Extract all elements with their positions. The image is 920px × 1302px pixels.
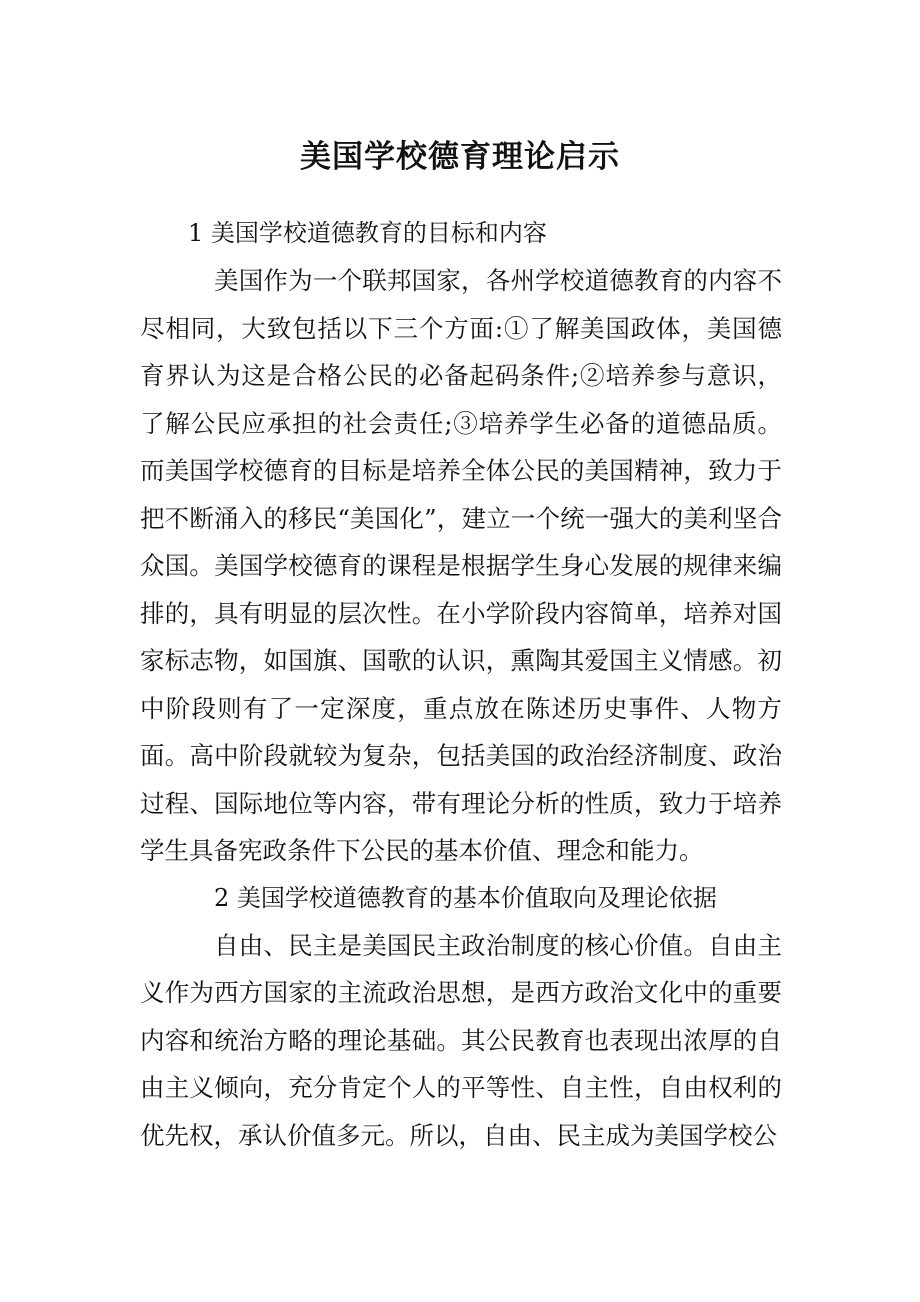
- document-body: [140, 210, 782, 1159]
- document-title: 美国学校德育理论启示: [300, 138, 620, 175]
- section-1-heading: 1 美国学校道德教育的目标和内容: [188, 219, 547, 247]
- section-2-paragraph: 自由、民主是美国民主政治制度的核心价值。自由主义作为西方国家的主流政治思想，是西方政治文化中的重要内容和统治方略的理论基础。其公民教育也表现出浓厚的自由主义倾向，充分肯定个人的平等性、自主性，自由权利的优先权，承认价值多元。所以，自由、民主成为美国学校公: [140, 930, 782, 1150]
- section-2: [140, 875, 782, 1160]
- section-1: [140, 210, 782, 875]
- section-2-heading: 2 美国学校道德教育的基本价值取向及理论依据: [214, 883, 717, 912]
- section-1-paragraph: 美国作为一个联邦国家，各州学校道德教育的内容不尽相同，大致包括以下三个方面:①了解美国政体，美国德育界认为这是合格公民的必备起码条件;②培养参与意识，了解公民应承担的社会责任;③培养学生必备的道德品质。而美国学校德育的目标是培养全体公民的美国精神，致力于把不断涌入的移民“美国化”，建立一个统一强大的美利坚合众国。美国学校德育的课程是根据学生身心发展的规律来编排的，具有明显的层次性。在小学阶段内容简单，培养对国家标志物，如国旗、国歌的认识，熏陶其爱国主义情感。初中阶段则有了一定深度，重点放在陈述历史事件、人物方面。高中阶段就较为复杂，包括美国的政治经济制度、政治过程、国际地位等内容，带有理论分析的性质，致力于培养学生具备宪政条件下公民的基本价值、理念和能力。: [140, 266, 782, 865]
